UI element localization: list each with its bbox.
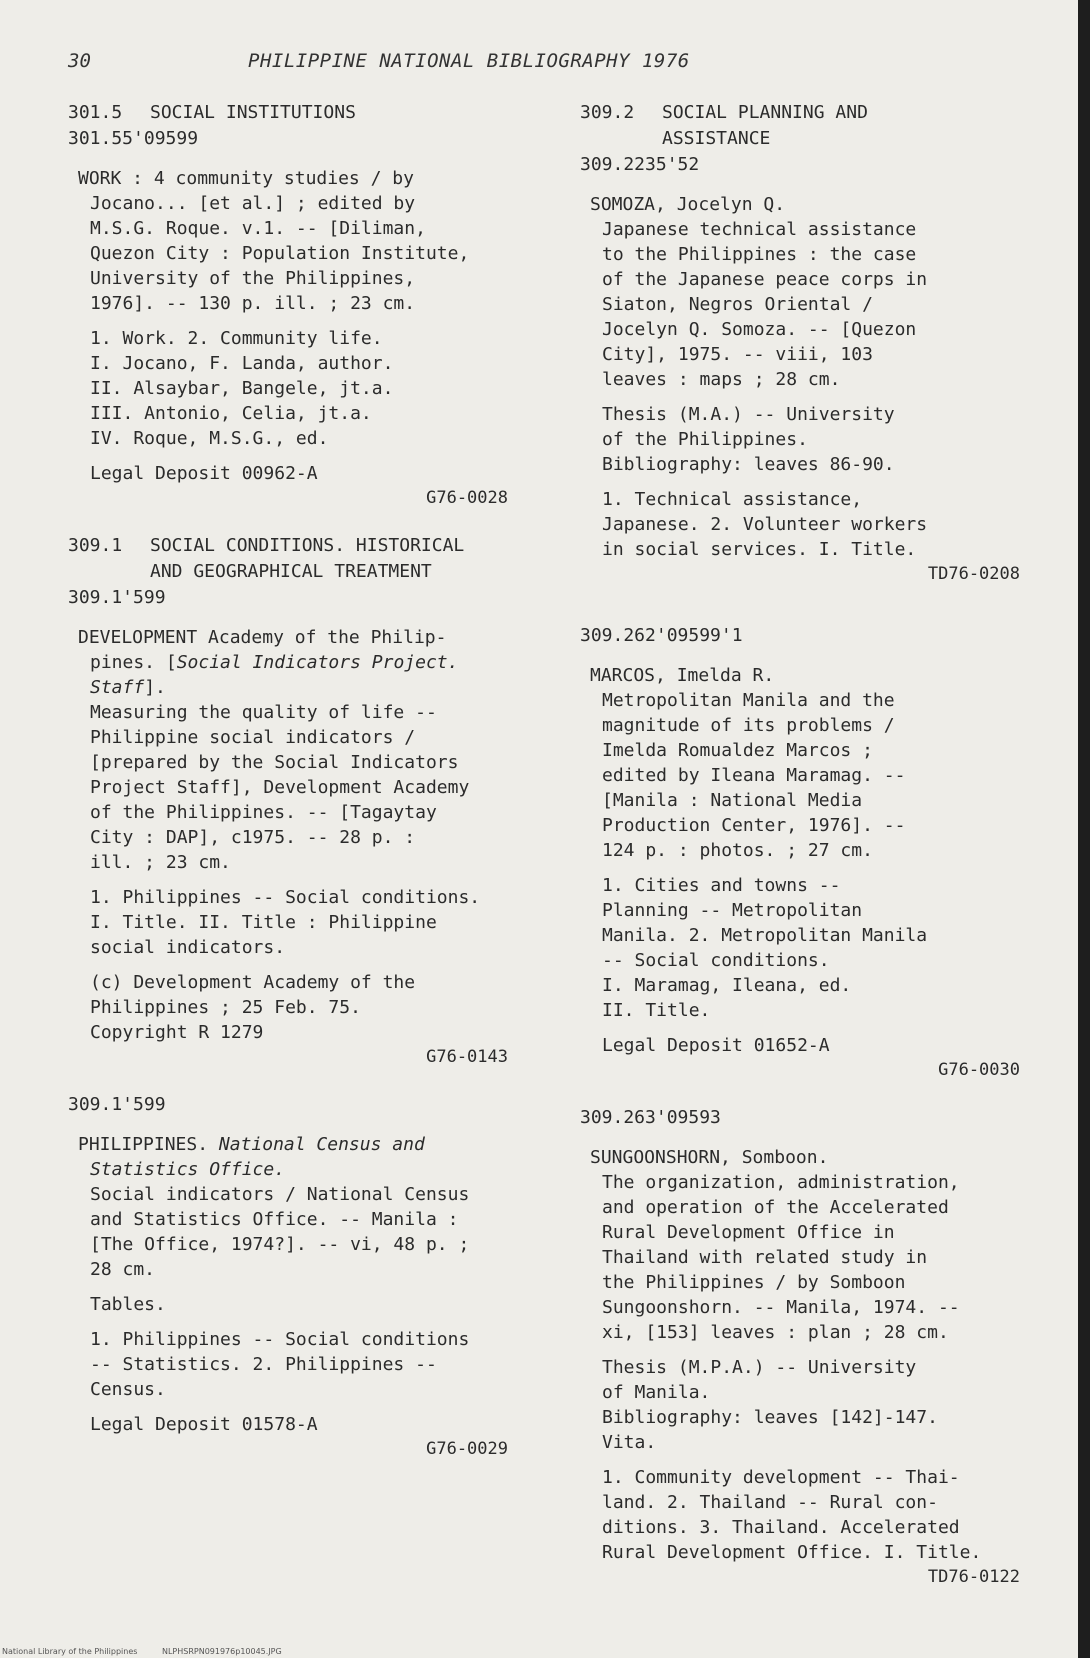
entry-line: Social indicators / National Census: [90, 1184, 470, 1205]
entry-line: [prepared by the Social Indicators: [90, 752, 459, 773]
tracings: 1. Philippines -- Social conditions -- Statistics. 2. Philippines -- Census.: [90, 1329, 470, 1400]
tracings: 1. Work. 2. Community life. I. Jocano, F. Landa, author. II. Alsaybar, Bangele, jt.a. III. Antonio, Celia, jt.a. IV. Roque, M.S.G., ed.: [90, 328, 394, 449]
entry-line: to the Philippines : the case: [602, 244, 917, 265]
entry-line: University of the Philippines,: [90, 268, 416, 289]
entry-line: of the Japanese peace corps in: [602, 269, 928, 290]
section-309-1: [68, 533, 538, 1070]
catalog-entry: [590, 663, 1050, 1083]
entry-line: Sungoonshorn. -- Manila, 1974. --: [602, 1297, 960, 1318]
entry-line: of the Philippines. -- [Tagaytay: [90, 802, 437, 823]
legal-deposit: Legal Deposit 01652-A: [602, 1035, 830, 1056]
catalog-entry: [590, 1145, 1050, 1590]
main-entry: DEVELOPMENT Academy of the Philip-: [78, 627, 447, 648]
entry-line: Quezon City : Population Institute,: [90, 243, 470, 264]
entry-line: Japanese technical assistance: [602, 219, 917, 240]
copyright-note: (c) Development Academy of the Philippines ; 25 Feb. 75. Copyright R 1279: [90, 972, 416, 1043]
footer-file: NLPHSRPN091976p10045.JPG: [161, 1647, 282, 1656]
notes: Thesis (M.P.A.) -- University of Manila. Bibliography: leaves [142]-147. Vita.: [602, 1357, 938, 1453]
main-entry: PHILIPPINES. National Census and: [78, 1134, 425, 1155]
control-number: G76-0028: [426, 488, 508, 508]
entry-line: Philippine social indicators /: [90, 727, 416, 748]
entry-line: Metropolitan Manila and the: [602, 690, 895, 711]
class-number: 301.55'09599: [68, 128, 199, 149]
tracings: 1. Community development -- Thai- land. 2. Thailand -- Rural con- ditions. 3. Thailand. Accelerated Rural Development Office. I. Title.: [602, 1467, 982, 1563]
entry-line: 124 p. : photos. ; 27 cm.: [602, 840, 873, 861]
section-309-1-599: [68, 1092, 538, 1462]
entry-line: Project Staff], Development Academy: [90, 777, 470, 798]
left-column: [68, 100, 538, 1484]
class-number: 309.262'09599'1: [580, 625, 743, 646]
main-entry: SOMOZA, Jocelyn Q.: [590, 194, 786, 215]
entry-line: Imelda Romualdez Marcos ;: [602, 740, 873, 761]
control-number: TD76-0208: [927, 564, 1020, 584]
entry-line: ill. ; 23 cm.: [90, 852, 231, 873]
note: Tables.: [90, 1294, 166, 1315]
entry-line: Production Center, 1976]. --: [602, 815, 906, 836]
entry-line: edited by Ileana Maramag. --: [602, 765, 906, 786]
section-309-263: [580, 1105, 1050, 1590]
legal-deposit: Legal Deposit 00962-A: [90, 463, 318, 484]
notes: Thesis (M.A.) -- University of the Philippines. Bibliography: leaves 86-90.: [602, 404, 895, 475]
entry-line: The organization, administration,: [602, 1172, 960, 1193]
entry-line: [The Office, 1974?]. -- vi, 48 p. ;: [90, 1234, 470, 1255]
page-title: PHILIPPINE NATIONAL BIBLIOGRAPHY 1976: [248, 50, 690, 72]
main-entry: SUNGOONSHORN, Somboon.: [590, 1147, 829, 1168]
entry-line: the Philippines / by Somboon: [602, 1272, 906, 1293]
page-number: 30: [68, 50, 91, 72]
entry-line: 1976]. -- 130 p. ill. ; 23 cm.: [90, 293, 416, 314]
class-number: 309.1'599: [68, 587, 166, 608]
control-number: TD76-0122: [927, 1567, 1020, 1587]
section-309-2: [580, 100, 1050, 587]
entry-line: City : DAP], c1975. -- 28 p. :: [90, 827, 416, 848]
control-number: G76-0029: [426, 1439, 508, 1459]
main-entry: MARCOS, Imelda R.: [590, 665, 775, 686]
section-301-5: [68, 100, 538, 511]
legal-deposit: Legal Deposit 01578-A: [90, 1414, 318, 1435]
tracings: 1. Cities and towns -- Planning -- Metropolitan Manila. 2. Metropolitan Manila -- Social conditions. I. Maramag, Ileana, ed. II. Title.: [602, 875, 928, 1021]
control-number: G76-0030: [938, 1060, 1020, 1080]
footer-source: National Library of the Philippines: [2, 1647, 138, 1656]
section-heading: 309.1 SOCIAL CONDITIONS. HISTORICAL AND GEOGRAPHICAL TREATMENT: [68, 535, 465, 582]
class-number: 309.2235'52: [580, 154, 700, 175]
entry-line: Jocelyn Q. Somoza. -- [Quezon: [602, 319, 917, 340]
entry-line: City], 1975. -- viii, 103: [602, 344, 873, 365]
class-number: 309.263'09593: [580, 1107, 721, 1128]
entry-line: Jocano... [et al.] ; edited by: [90, 193, 416, 214]
tracings: 1. Philippines -- Social conditions. I. Title. II. Title : Philippine social indicators.: [90, 887, 481, 958]
catalog-entry: DEVELOPMENT Academy of the Philip- pines. [Social Indicators Project. Staff]. Measuring the quality of life -- Philippine social indicators / [prepared by the Social Indicators Project Staff], Development Academy of the Philippines. -- [Tagaytay City : DAP], c1975. -- 28 p. : ill. ; 23 cm. 1. Philippines -- Social conditions. I. Title. II. Title : Philippine social indicators. (c) Development Academy of the Philippines ; 25 Feb. 75. Copyright R 1279 G76-0143: [78, 625, 538, 1070]
entry-line: magnitude of its problems /: [602, 715, 895, 736]
entry-line: Measuring the quality of life --: [90, 702, 437, 723]
control-number: G76-0143: [426, 1047, 508, 1067]
running-head: [68, 50, 1028, 80]
section-heading: 309.2 SOCIAL PLANNING AND ASSISTANCE: [580, 102, 868, 149]
entry-line: leaves : maps ; 28 cm.: [602, 369, 841, 390]
entry-line: M.S.G. Roque. v.1. -- [Diliman,: [90, 218, 426, 239]
scan-footer: [2, 1647, 304, 1656]
entry-line: and operation of the Accelerated: [602, 1197, 949, 1218]
section-309-262: [580, 623, 1050, 1083]
class-number: 309.1'599: [68, 1094, 166, 1115]
catalog-entry: [78, 166, 538, 511]
entry-line: Rural Development Office in: [602, 1222, 895, 1243]
scan-edge: [1078, 0, 1090, 1658]
entry-line: 28 cm.: [90, 1259, 156, 1280]
catalog-entry: [590, 192, 1050, 587]
tracings: 1. Technical assistance, Japanese. 2. Volunteer workers in social services. I. Title.: [602, 489, 928, 560]
entry-line: Thailand with related study in: [602, 1247, 928, 1268]
entry-line: WORK : 4 community studies / by: [78, 168, 414, 189]
entry-line: [Manila : National Media: [602, 790, 863, 811]
entry-line: Siaton, Negros Oriental /: [602, 294, 873, 315]
entry-line: and Statistics Office. -- Manila :: [90, 1209, 459, 1230]
catalog-entry: PHILIPPINES. National Census and Statistics Office. Social indicators / National Census and Statistics Office. -- Manila : [The Office, 1974?]. -- vi, 48 p. ; 28 cm. Tables. 1. Philippines -- Social conditions -- Statistics. 2. Philippines -- Census. Legal Deposit 01578-A G76-0029: [78, 1132, 538, 1462]
right-column: [580, 100, 1050, 1612]
entry-line: xi, [153] leaves : plan ; 28 cm.: [602, 1322, 949, 1343]
section-heading: 301.5 SOCIAL INSTITUTIONS: [68, 102, 356, 123]
